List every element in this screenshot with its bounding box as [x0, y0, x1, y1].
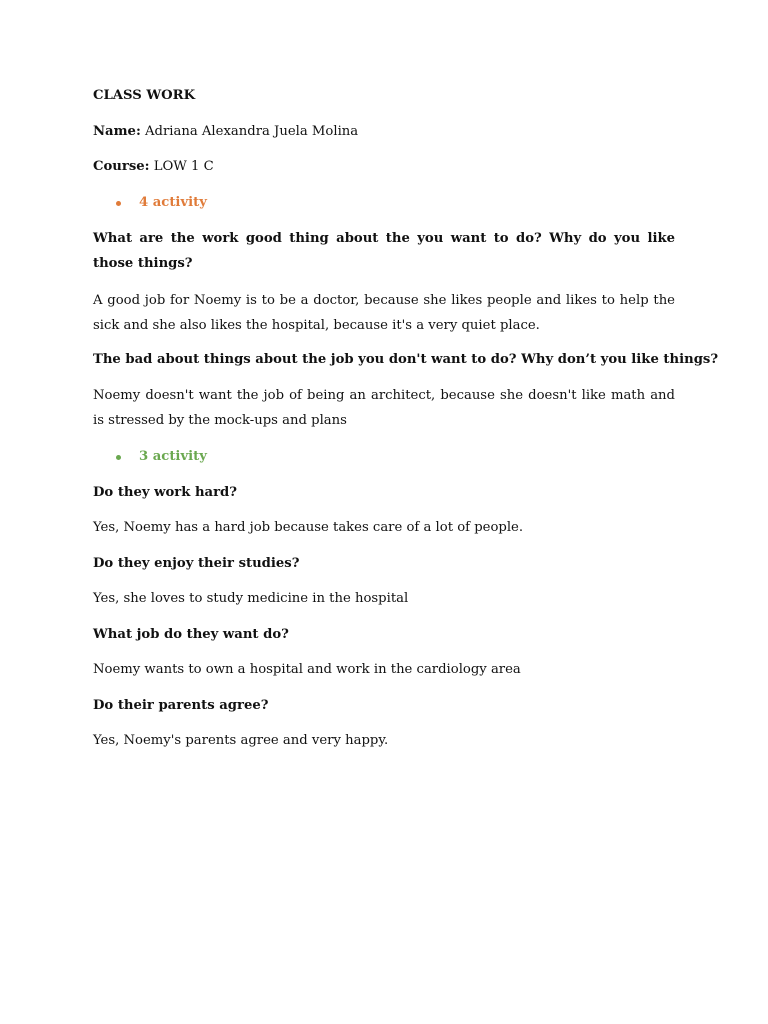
section-heading-text: 4 activity: [139, 195, 207, 210]
question-3: Do they work hard?: [93, 485, 238, 500]
question-1: What are the work good thing about the you want to do? Why do you like those things?: [93, 231, 675, 271]
name-label: Name:: [93, 124, 141, 139]
question-6: Do their parents agree?: [93, 698, 269, 713]
name-value: Adriana Alexandra Juela Molina: [145, 124, 359, 139]
answer-1: A good job for Noemy is to be a doctor, because she likes people and likes to help the sick and she also likes the hospital, because it's a very quiet place.: [93, 293, 675, 333]
document-title: CLASS WORK: [93, 88, 196, 103]
answer-4: Yes, she loves to study medicine in the hospital: [93, 591, 409, 606]
section-heading-4-activity: [93, 193, 207, 213]
bullet-dot-icon: [116, 455, 121, 460]
answer-6: Yes, Noemy's parents agree and very happy.: [93, 733, 389, 748]
question-2: The bad about things about the job you don't want to do? Why don’t you like things?: [93, 352, 719, 367]
course-label: Course:: [93, 159, 150, 174]
course-line: [93, 157, 214, 177]
bullet-dot-icon: [116, 201, 121, 206]
name-line: [93, 122, 358, 142]
question-5: What job do they want do?: [93, 627, 289, 642]
section-heading-3-activity: [93, 447, 207, 467]
answer-5: Noemy wants to own a hospital and work in the cardiology area: [93, 662, 521, 677]
question-4: Do they enjoy their studies?: [93, 556, 300, 571]
answer-3: Yes, Noemy has a hard job because takes care of a lot of people.: [93, 520, 524, 535]
course-value: LOW 1 C: [153, 159, 214, 174]
section-heading-text: 3 activity: [139, 449, 207, 464]
answer-2: Noemy doesn't want the job of being an architect, because she doesn't like math and is stressed by the mock-ups and plans: [93, 388, 675, 428]
